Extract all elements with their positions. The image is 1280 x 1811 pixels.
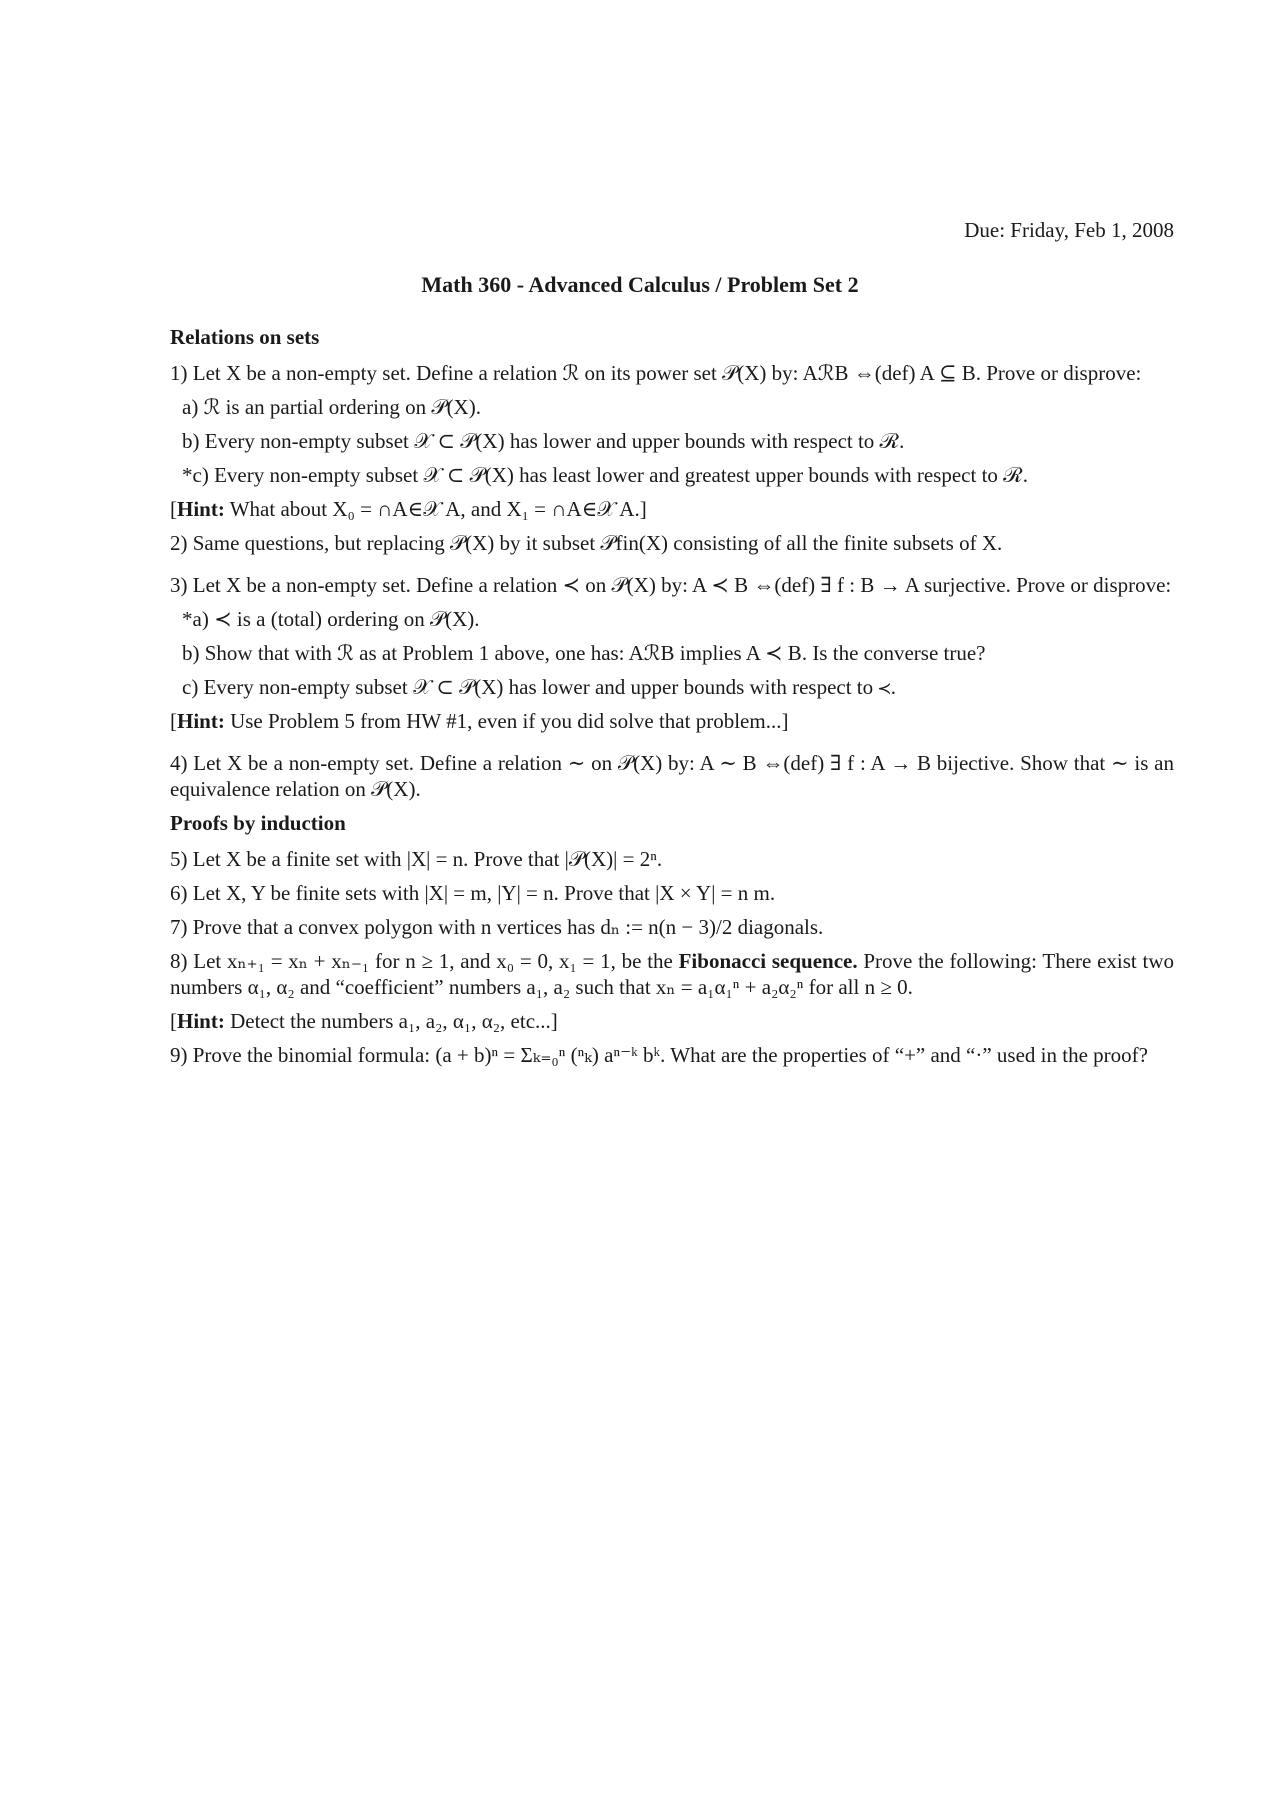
page-title: Math 360 - Advanced Calculus / Problem Set 2 (421, 272, 859, 297)
hint-text: Use Problem 5 from HW #1, even if you did solve that problem...] (230, 709, 789, 733)
problem-6: 6) Let X, Y be finite sets with |X| = m, |Y| = n. Prove that |X × Y| = n m. (170, 881, 776, 905)
problem-9: 9) Prove the binomial formula: (a + b)ⁿ = Σₖ₌₀ⁿ (ⁿₖ) aⁿ⁻ᵏ bᵏ. What are the properties of “+” and “·” used in the proof? (170, 1043, 1148, 1067)
problem-7: 7) Prove that a convex polygon with n vertices has dₙ := n(n − 3)/2 diagonals. (170, 915, 824, 939)
problem-1-hint: [Hint: What about X₀ = ∩A∈𝒳 A, and X₁ = ∩A∈𝒳 A.] (170, 497, 647, 521)
hint-label: Hint: (177, 497, 225, 521)
hint-text: What about X₀ = ∩A∈𝒳 A, and X₁ = ∩A∈𝒳 A.] (229, 497, 647, 521)
section-heading-induction: Proofs by induction (170, 811, 346, 835)
problem-3c: c) Every non-empty subset 𝒳 ⊂ 𝒫(X) has lower and upper bounds with respect to ≺. (182, 675, 896, 699)
problem-2: 2) Same questions, but replacing 𝒫(X) by it subset 𝒫fin(X) consisting of all the finite subsets of X. (170, 531, 1003, 555)
document-body (170, 324, 1174, 1076)
problem-8-post: Prove the following: There exist two numbers α₁, α₂ and “coefficient” numbers a₁, a₂ such that xₙ = a₁α₁ⁿ + a₂α₂ⁿ for all n ≥ 0. (170, 949, 1174, 999)
fibonacci-term: Fibonacci sequence. (678, 949, 858, 973)
problem-5: 5) Let X be a finite set with |X| = n. Prove that |𝒫(X)| = 2ⁿ. (170, 847, 663, 871)
section-heading-relations: Relations on sets (170, 325, 320, 349)
hint-label: Hint: (177, 1009, 225, 1033)
hint-label: Hint: (177, 709, 225, 733)
problem-4: 4) Let X be a non-empty set. Define a relation ∼ on 𝒫(X) by: A ∼ B ⇔(def) ∃ f : A → B bijective. Show that ∼ is an equivalence relation on 𝒫(X). (170, 751, 1174, 801)
problem-3-hint: [Hint: Use Problem 5 from HW #1, even if you did solve that problem...] (170, 709, 789, 733)
problem-3: 3) Let X be a non-empty set. Define a relation ≺ on 𝒫(X) by: A ≺ B ⇔(def) ∃ f : B → A surjective. Prove or disprove: (170, 573, 1172, 597)
problem-1: 1) Let X be a non-empty set. Define a relation ℛ on its power set 𝒫(X) by: AℛB ⇔(def) A ⊆ B. Prove or disprove: (170, 361, 1142, 385)
problem-8 (170, 948, 1174, 1000)
due-date: Due: Friday, Feb 1, 2008 (964, 218, 1174, 242)
problem-3b: b) Show that with ℛ as at Problem 1 above, one has: AℛB implies A ≺ B. Is the converse true? (182, 641, 986, 665)
problem-8-pre: 8) Let xₙ₊₁ = xₙ + xₙ₋₁ for n ≥ 1, and x₀ = 0, x₁ = 1, be the (170, 949, 679, 973)
problem-1b: b) Every non-empty subset 𝒳 ⊂ 𝒫(X) has lower and upper bounds with respect to ℛ. (182, 429, 905, 453)
problem-1a: a) ℛ is an partial ordering on 𝒫(X). (182, 395, 481, 419)
hint-text: Detect the numbers a₁, a₂, α₁, α₂, etc...] (230, 1009, 558, 1033)
problem-1c: *c) Every non-empty subset 𝒳 ⊂ 𝒫(X) has least lower and greatest upper bounds with respect to ℛ. (182, 463, 1029, 487)
problem-3a: *a) ≺ is a (total) ordering on 𝒫(X). (182, 607, 480, 631)
problem-8-hint: [Hint: Detect the numbers a₁, a₂, α₁, α₂, etc...] (170, 1009, 558, 1033)
